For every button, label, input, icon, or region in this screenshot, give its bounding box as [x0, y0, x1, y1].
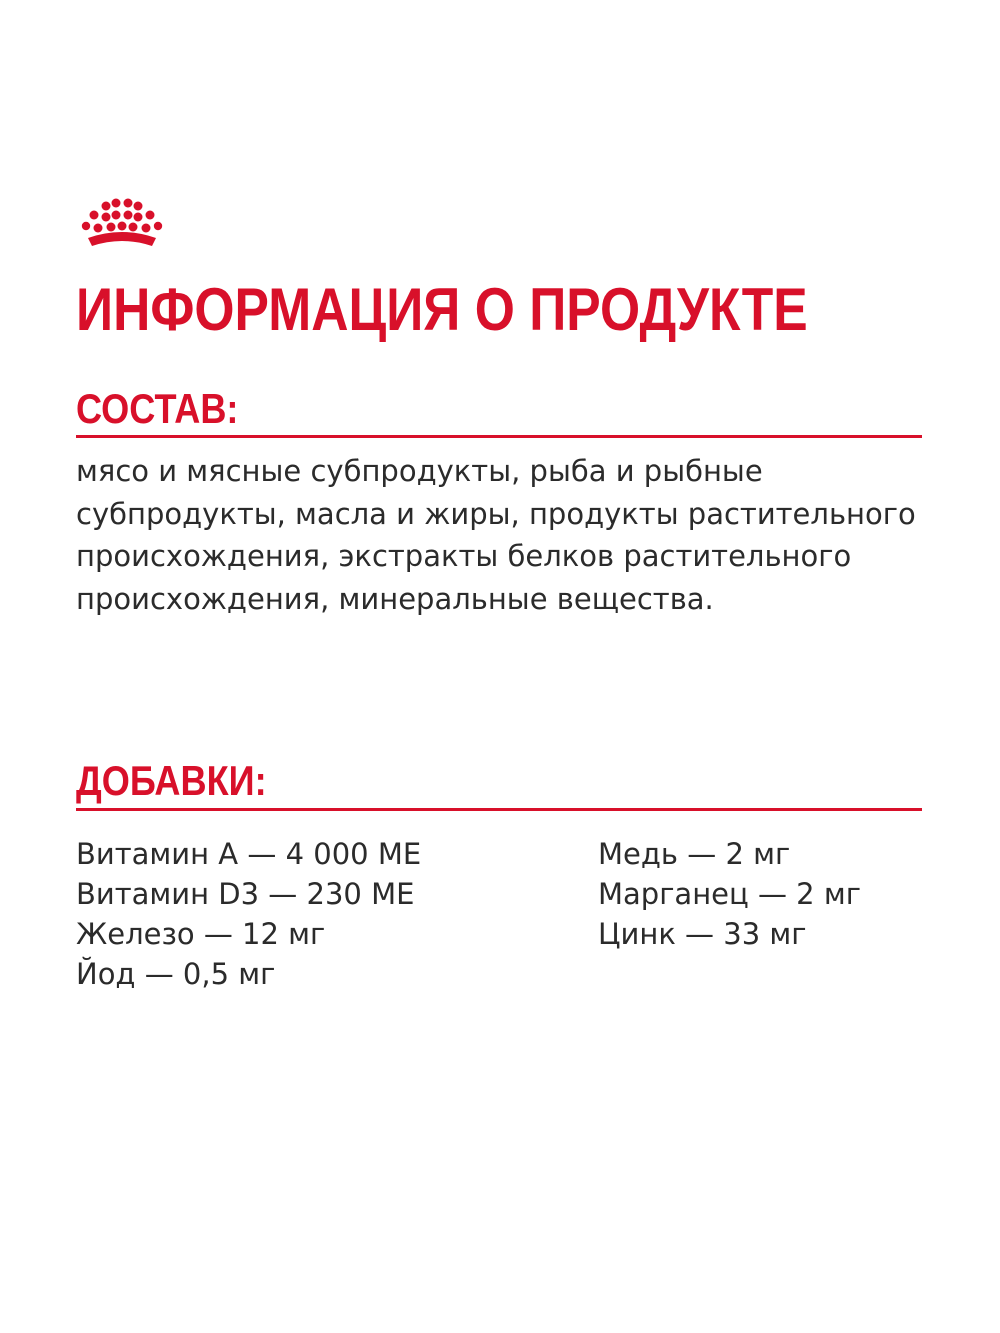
additive-item: Витамин А — 4 000 МЕ	[76, 837, 422, 871]
page-title: ИНФОРМАЦИЯ О ПРОДУКТЕ	[76, 276, 808, 343]
additives-divider	[76, 808, 922, 811]
composition-text: мясо и мясные субпродукты, рыба и рыбные субпродукты, масла и жиры, продукты растительного происхождения, экстракты белков растительного происхождения, минеральные вещества.	[76, 454, 916, 616]
additives-list-left	[76, 834, 421, 994]
additive-item: Медь — 2 мг	[598, 837, 791, 871]
crown-icon	[80, 196, 164, 254]
additives-list-right	[598, 834, 861, 954]
additive-item: Цинк — 33 мг	[598, 917, 807, 951]
composition-heading: СОСТАВ:	[76, 385, 239, 432]
additive-item: Йод — 0,5 мг	[76, 957, 276, 991]
additive-item: Витамин D3 — 230 МЕ	[76, 877, 415, 911]
additive-item: Железо — 12 мг	[76, 917, 326, 951]
composition-divider	[76, 435, 922, 438]
additive-item: Марганец — 2 мг	[598, 877, 861, 911]
additives-heading: ДОБАВКИ:	[76, 757, 267, 804]
